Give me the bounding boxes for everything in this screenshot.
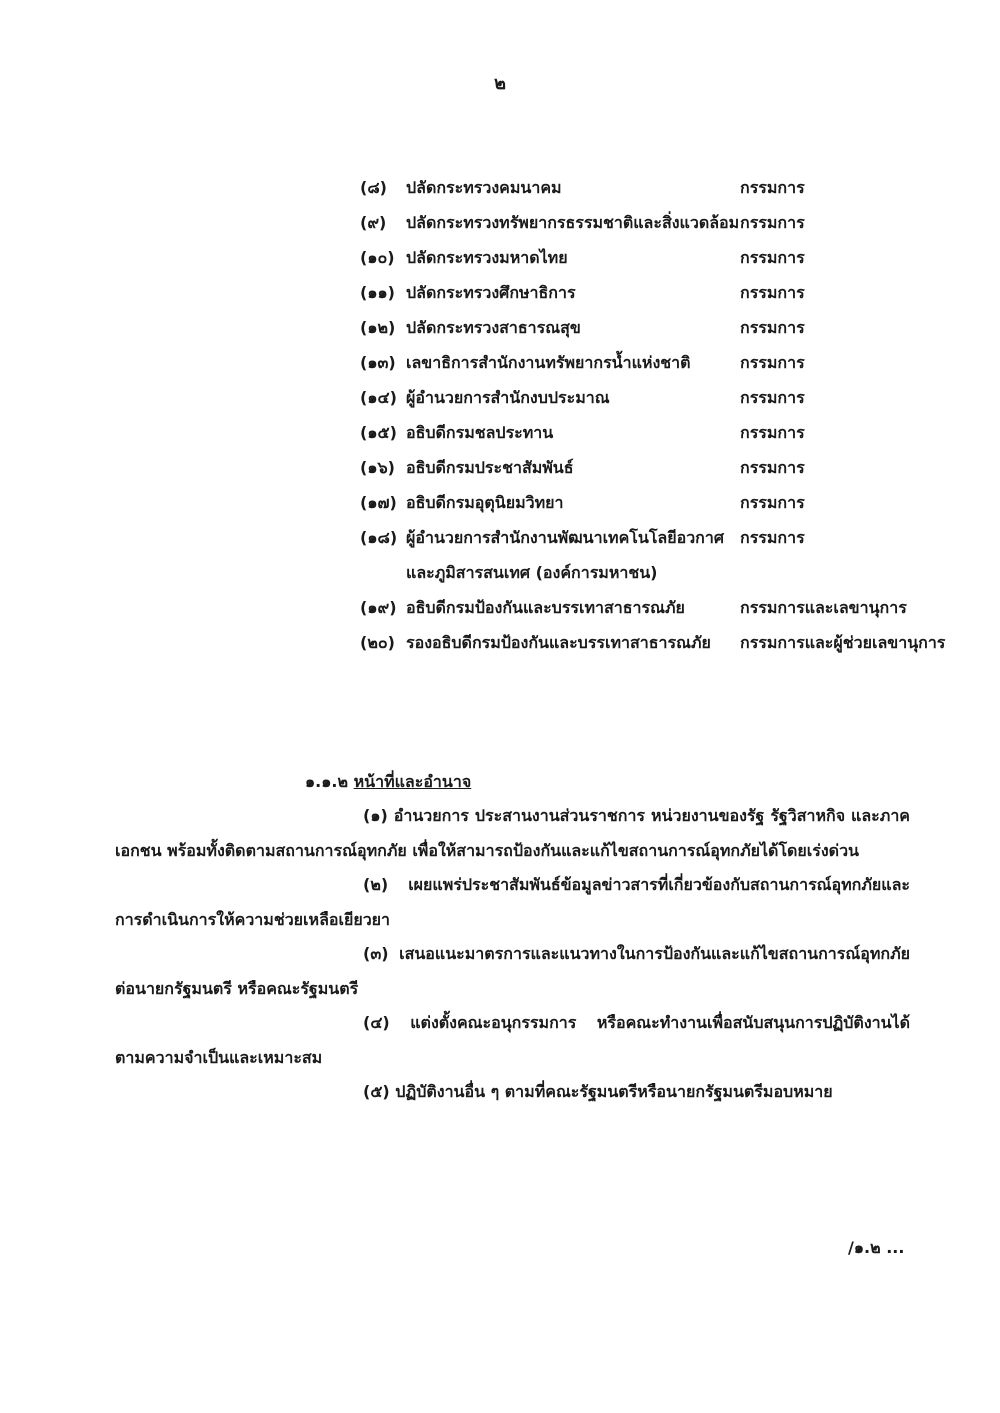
member-title: ปลัดกระทรวงคมนาคม [406, 178, 562, 197]
list-item [360, 345, 920, 380]
member-title: รองอธิบดีกรมป้องกันและบรรเทาสาธารณภัย [406, 633, 711, 652]
member-role: กรรมการ [740, 178, 805, 197]
list-item [360, 380, 920, 415]
member-role: กรรมการ [740, 353, 805, 372]
member-role: กรรมการและเลขานุการ [740, 598, 907, 617]
item-number: (๘) [360, 178, 387, 197]
member-role: กรรมการ [740, 458, 805, 477]
member-role: กรรมการ [740, 493, 805, 512]
list-item [360, 625, 946, 660]
section-title: หน้าที่และอำนาจ [353, 772, 472, 791]
member-title: ปลัดกระทรวงสาธารณสุข [406, 318, 581, 337]
duty-paragraph: (๓) เสนอแนะมาตรการและแนวทางในการป้องกันและแก้ไขสถานการณ์อุทกภัยต่อนายกรัฐมนตรี หรือคณะรัฐมนตรี [115, 944, 910, 998]
member-role: กรรมการ [740, 248, 805, 267]
member-title: อธิบดีกรมชลประทาน [406, 423, 554, 442]
item-number: (๑๓) [360, 353, 396, 372]
member-role: กรรมการ [740, 283, 805, 302]
member-title: ผู้อำนวยการสำนักงบประมาณ [406, 388, 610, 407]
continuation-reference: /๑.๒ ... [848, 1238, 905, 1257]
member-title: ปลัดกระทรวงศึกษาธิการ [406, 283, 576, 302]
section-heading [305, 765, 471, 799]
list-item [360, 520, 920, 590]
list-item [360, 415, 920, 450]
item-number: (๑๐) [360, 248, 395, 267]
member-title: อธิบดีกรมป้องกันและบรรเทาสาธารณภัย [406, 598, 685, 617]
member-title: อธิบดีกรมอุตุนิยมวิทยา [406, 493, 564, 512]
member-title: ผู้อำนวยการสำนักงานพัฒนาเทคโนโลยีอวกาศและภูมิสารสนเทศ (องค์การมหาชน) [406, 528, 725, 582]
item-number: (๑๒) [360, 318, 396, 337]
list-item [360, 240, 920, 275]
member-role: กรรมการ [740, 528, 805, 547]
duty-paragraph: (๒) เผยแพร่ประชาสัมพันธ์ข้อมูลข่าวสารที่เกี่ยวข้องกับสถานการณ์อุทกภัยและการดำเนินการให้ความช่วยเหลือเยียวยา [115, 875, 910, 929]
item-number: (๑๗) [360, 493, 397, 512]
member-role: กรรมการ [740, 213, 805, 232]
list-item [360, 170, 920, 205]
duty-paragraph: (๔) แต่งตั้งคณะอนุกรรมการ หรือคณะทำงานเพื่อสนับสนุนการปฏิบัติงานได้ตามความจำเป็นและเหมาะสม [115, 1013, 910, 1067]
item-number: (๑๙) [360, 598, 397, 617]
member-title: ปลัดกระทรวงทรัพยากรธรรมชาติและสิ่งแวดล้อม [406, 213, 740, 232]
item-number: (๑๖) [360, 458, 395, 477]
section-number: ๑.๑.๒ [305, 772, 349, 791]
item-number: (๑๔) [360, 388, 397, 407]
member-role: กรรมการ [740, 318, 805, 337]
committee-member-list [360, 170, 946, 660]
list-item [360, 485, 920, 520]
list-item [360, 590, 920, 625]
duty-paragraph: (๕) ปฏิบัติงานอื่น ๆ ตามที่คณะรัฐมนตรีหรือนายกรัฐมนตรีมอบหมาย [363, 1082, 833, 1101]
member-title: เลขาธิการสำนักงานทรัพยากรน้ำแห่งชาติ [406, 353, 691, 372]
member-role: กรรมการ [740, 423, 805, 442]
list-item [360, 275, 920, 310]
member-role: กรรมการและผู้ช่วยเลขานุการ [740, 633, 946, 652]
item-number: (๑๕) [360, 423, 397, 442]
member-title: อธิบดีกรมประชาสัมพันธ์ [406, 458, 574, 477]
list-item [360, 205, 920, 240]
duty-paragraph: (๑) อำนวยการ ประสานงานส่วนราชการ หน่วยงานของรัฐ รัฐวิสาหกิจ และภาคเอกชน พร้อมทั้งติดตามสถานการณ์อุทกภัย เพื่อให้สามารถป้องกันและแก้ไขสถานการณ์อุทกภัยได้โดยเร่งด่วน [115, 806, 910, 860]
page-number: ๒ [494, 73, 506, 94]
item-number: (๑๑) [360, 283, 395, 302]
duties-list [115, 799, 910, 1110]
member-title: ปลัดกระทรวงมหาดไทย [406, 248, 568, 267]
item-number: (๑๘) [360, 528, 398, 547]
list-item [360, 450, 920, 485]
list-item [360, 310, 920, 345]
item-number: (๒๐) [360, 633, 395, 652]
item-number: (๙) [360, 213, 387, 232]
member-role: กรรมการ [740, 388, 805, 407]
